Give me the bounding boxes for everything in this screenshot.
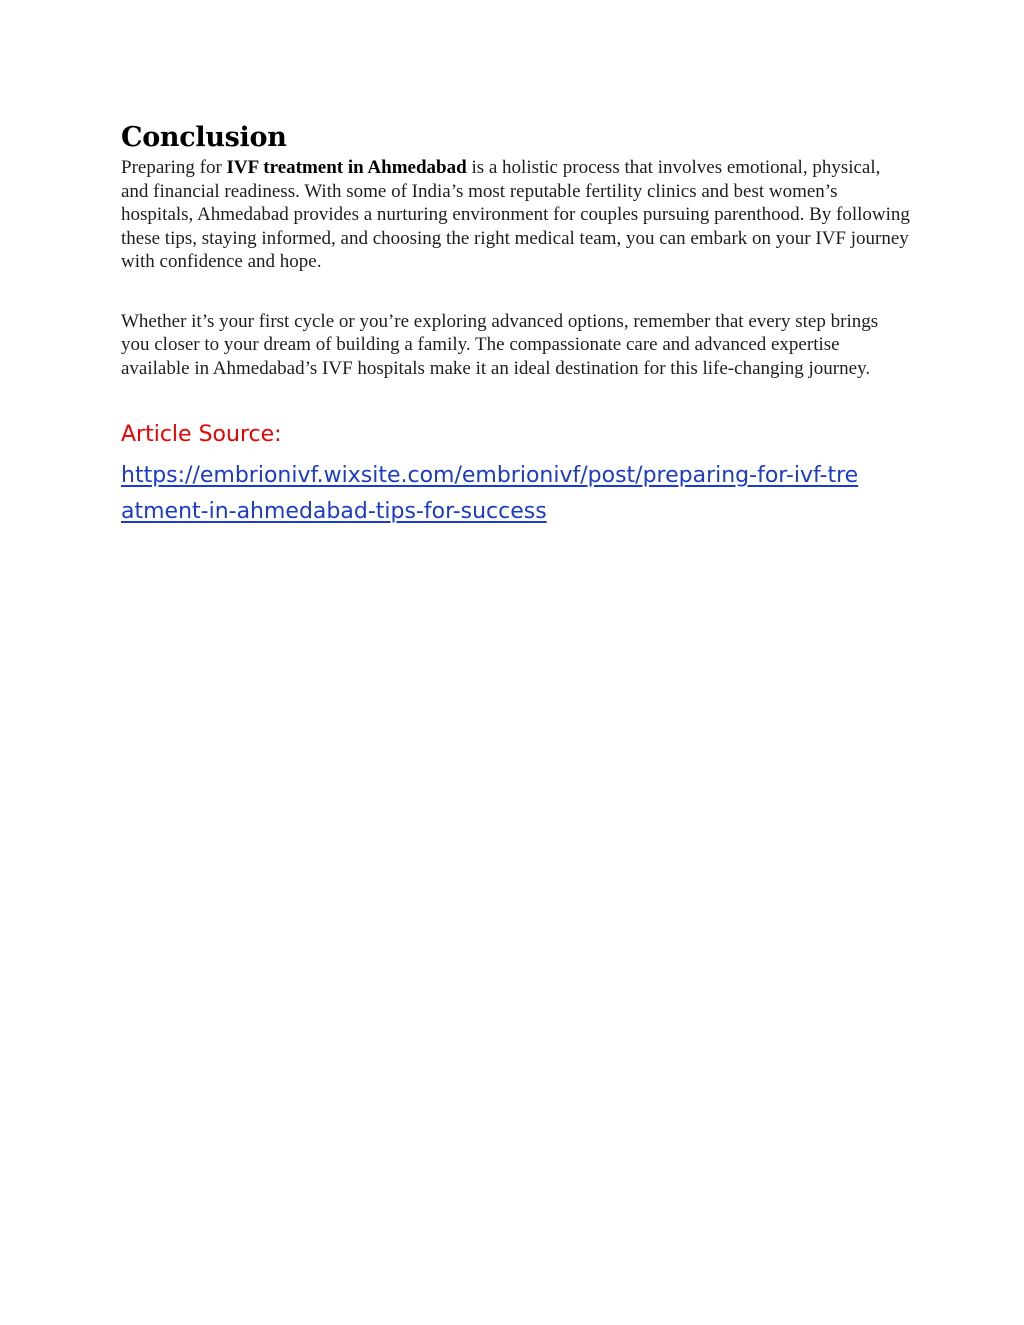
ivf-treatment-bold-text: IVF treatment in Ahmedabad [226,157,467,178]
paragraph-text: Preparing for [121,157,227,178]
conclusion-heading: Conclusion [121,122,287,153]
article-source-heading: Article Source: [121,422,282,447]
document-page [121,120,911,530]
conclusion-paragraph-1 [121,156,911,274]
conclusion-paragraph-2: Whether it’s your first cycle or you’re exploring advanced options, remember that every step brings you closer to your dream of building a family. The compassionate care and advanced expertise available in Ahmedabad’s IVF hospitals make it an ideal destination for this life-changing journey. [121,310,879,379]
paragraph-text: is a holistic process that involves emotional, physical, and financial readiness. With some of India’s most reputable fertility clinics and best women’s hospitals, Ahmedabad provides a nurturing environment for couples pursuing parenthood. By following these tips, staying informed, and choosing the right medical team, you can embark on your IVF journey with confidence and hope. [121,157,910,272]
article-source-link[interactable]: https://embrionivf.wixsite.com/embrionivf/post/preparing-for-ivf-treatment-in-ahmedabad-tips-for-success [121,463,859,524]
